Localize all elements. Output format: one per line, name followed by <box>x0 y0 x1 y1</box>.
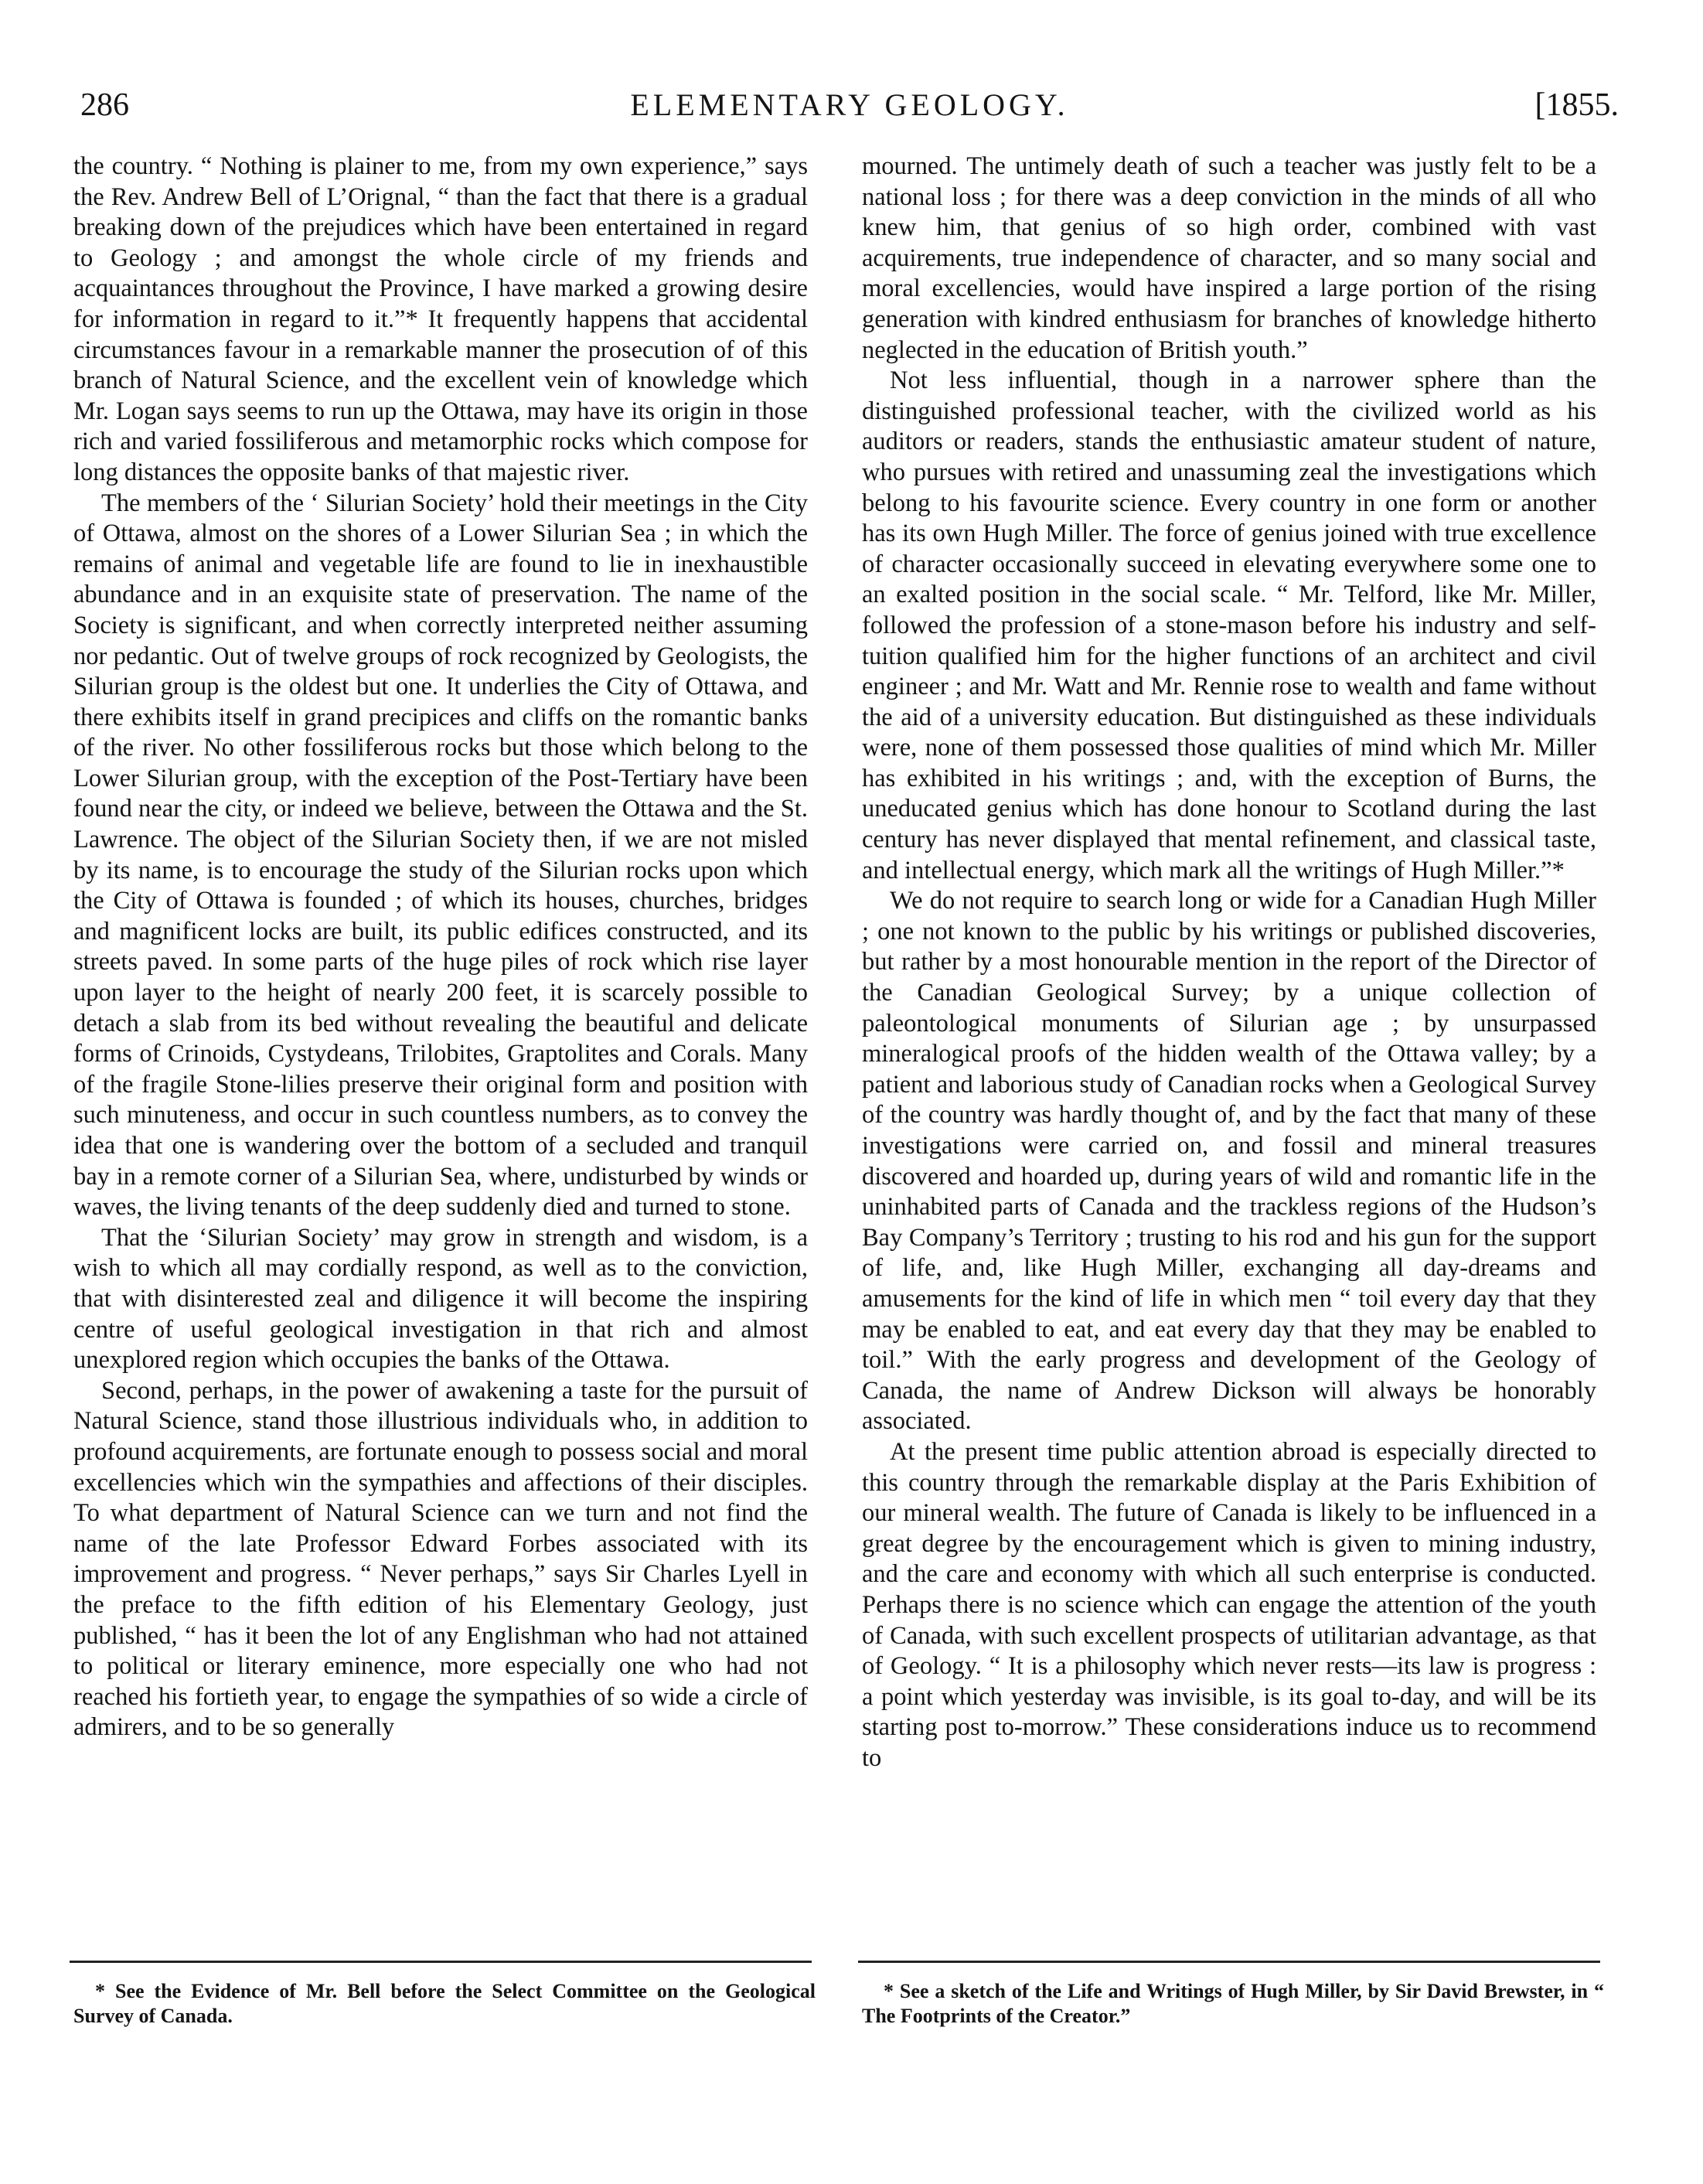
footnote-right <box>862 1979 1604 2029</box>
footnote-divider <box>70 1961 812 1963</box>
right-column <box>862 152 1596 1773</box>
page-number: 286 <box>80 87 129 123</box>
footnote-divider <box>858 1961 1600 1963</box>
footnote-text: * See the Evidence of Mr. Bell before the Select Committee on the Geological Survey of Canada. <box>73 1980 816 2027</box>
running-title: ELEMENTARY GEOLOGY. <box>630 87 1069 122</box>
paragraph: Not less influential, though in a narrower sphere than the distinguished professional teacher, with the civilized world as his auditors or readers, stands the enthusiastic amateur student of nature, who pursues with retired and unassuming zeal the investigations which belong to his favourite science. Every country in one form or another has its own Hugh Miller. The force of genius joined with true excellence of character occasionally succeed in elevating everywhere some one to an exalted position in the social scale. “ Mr. Telford, like Mr. Miller, followed the profession of a stone-mason before his industry and self-tuition qualified him for the higher functions of an architect and civil engineer ; and Mr. Watt and Mr. Rennie rose to wealth and fame without the aid of a university education. But distinguished as these individuals were, none of them possessed those qualities of mind which Mr. Miller has exhibited in his writings ; and, with the exception of Burns, the uneducated genius which has done honour to Scotland during the last century has never displayed that mental refinement, and classical taste, and intellectual energy, which mark all the writings of Hugh Miller.”* <box>862 366 1596 884</box>
footnote-left <box>73 1979 816 2029</box>
paragraph: That the ‘Silurian Society’ may grow in strength and wisdom, is a wish to which all may cordially respond, as well as to the conviction, that with disinterested zeal and diligence it will become the inspiring centre of useful geological investigation in that rich and almost unexplored region which occupies the banks of the Ottawa. <box>73 1223 808 1375</box>
running-head <box>80 87 1619 133</box>
paragraph: Second, perhaps, in the power of awakening a taste for the pursuit of Natural Science, stand those illustrious individuals who, in addition to profound acquirements, are fortunate enough to possess social and moral excellencies which win the sympathies and affections of their disciples. To what department of Natural Science can we turn and not find the name of the late Professor Edward Forbes associated with its improvement and progress. “ Never perhaps,” says Sir Charles Lyell in the preface to the fifth edition of his Elementary Geology, just published, “ has it been the lot of any Englishman who had not attained to political or literary eminence, more especially one who had not reached his fortieth year, to engage the sympathies of so wide a circle of admirers, and to be so generally <box>73 1376 808 1742</box>
paragraph: At the present time public attention abroad is especially directed to this country through the remarkable display at the Paris Exhibition of our mineral wealth. The future of Canada is likely to be influenced in a great degree by the encouragement which is given to mining industry, and the care and economy with which all such enterprise is conducted. Perhaps there is no science which can engage the attention of the youth of Canada, with such excellent prospects of utilitarian advantage, as that of Geology. “ It is a philosophy which never rests—its law is progress : a point which yesterday was invisible, is its goal to-day, and will be its starting post to-morrow.” These considerations induce us to recommend to <box>862 1437 1596 1772</box>
left-column <box>73 152 808 1743</box>
paragraph: the country. “ Nothing is plainer to me, from my own experience,” says the Rev. Andrew Bell of L’Orignal, “ than the fact that there is a gradual breaking down of the prejudices which have been entertained in regard to Geology ; and amongst the whole circle of my friends and acquaintances throughout the Province, I have marked a growing desire for information in regard to it.”* It frequently happens that accidental circumstances favour in a remarkable manner the prosecution of of this branch of Natural Science, and the excellent vein of knowledge which Mr. Logan says seems to run up the Ottawa, may have its origin in those rich and varied fossiliferous and metamorphic rocks which compose for long distances the opposite banks of that majestic river. <box>73 152 808 486</box>
year-label: [1855. <box>1534 87 1619 123</box>
paragraph: We do not require to search long or wide for a Canadian Hugh Miller ; one not known to the public by his writings or published discoveries, but rather by a most honourable mention in the report of the Director of the Canadian Geological Survey; by a unique collection of paleontological monuments of Silurian age ; by unsurpassed mineralogical proofs of the hidden wealth of the Ottawa valley; by a patient and laborious study of Canadian rocks when a Geological Survey of the country was hardly thought of, and by the fact that many of these investigations were carried on, and fossil and mineral treasures discovered and hoarded up, during years of wild and romantic life in the uninhabited parts of Canada and the trackless regions of the Hudson’s Bay Company’s Territory ; trusting to his rod and his gun for the support of life, and, like Hugh Miller, exchanging all day-dreams and amusements for the kind of life in which men “ toil every day that they may be enabled to eat, and eat every day that they may be enabled to toil.” With the early progress and development of the Geology of Canada, the name of Andrew Dickson will always be honorably associated. <box>862 887 1596 1436</box>
footnote-text: * See a sketch of the Life and Writings of Hugh Miller, by Sir David Brewster, in “ The Footprints of the Creator.” <box>862 1980 1604 2027</box>
paragraph: The members of the ‘ Silurian Society’ hold their meetings in the City of Ottawa, almost on the shores of a Lower Silurian Sea ; in which the remains of animal and vegetable life are found to lie in inexhaustible abundance and in an exquisite state of preservation. The name of the Society is significant, and when correctly interpreted neither assuming nor pedantic. Out of twelve groups of rock recognized by Geologists, the Silurian group is the oldest but one. It underlies the City of Ottawa, and there exhibits itself in grand precipices and cliffs on the romantic banks of the river. No other fossiliferous rocks but those which belong to the Lower Silurian group, with the exception of the Post-Tertiary have been found near the city, or indeed we believe, between the Ottawa and the St. Lawrence. The object of the Silurian Society then, if we are not misled by its name, is to encourage the study of the Silurian rocks upon which the City of Ottawa is founded ; of which its houses, churches, bridges and magnificent locks are built, its public edifices constructed, and its streets paved. In some parts of the huge piles of rock which rise layer upon layer to the height of nearly 200 feet, it is scarcely possible to detach a slab from its bed without revealing the beautiful and delicate forms of Crinoids, Cystydeans, Trilobites, Graptolites and Corals. Many of the fragile Stone-lilies preserve their original form and position with such minuteness, and occur in such countless numbers, as to convey the idea that one is wandering over the bottom of a secluded and tranquil bay in a remote corner of a Silurian Sea, where, undisturbed by winds or waves, the living tenants of the deep suddenly died and turned to stone. <box>73 489 808 1221</box>
paragraph: mourned. The untimely death of such a teacher was justly felt to be a national loss ; for there was a deep conviction in the minds of all who knew him, that genius of so high order, combined with vast acquirements, true independence of character, and so many social and moral excellencies, would have inspired a large portion of the rising generation with kindred enthusiasm for branches of knowledge hitherto neglected in the education of British youth.” <box>862 152 1596 364</box>
